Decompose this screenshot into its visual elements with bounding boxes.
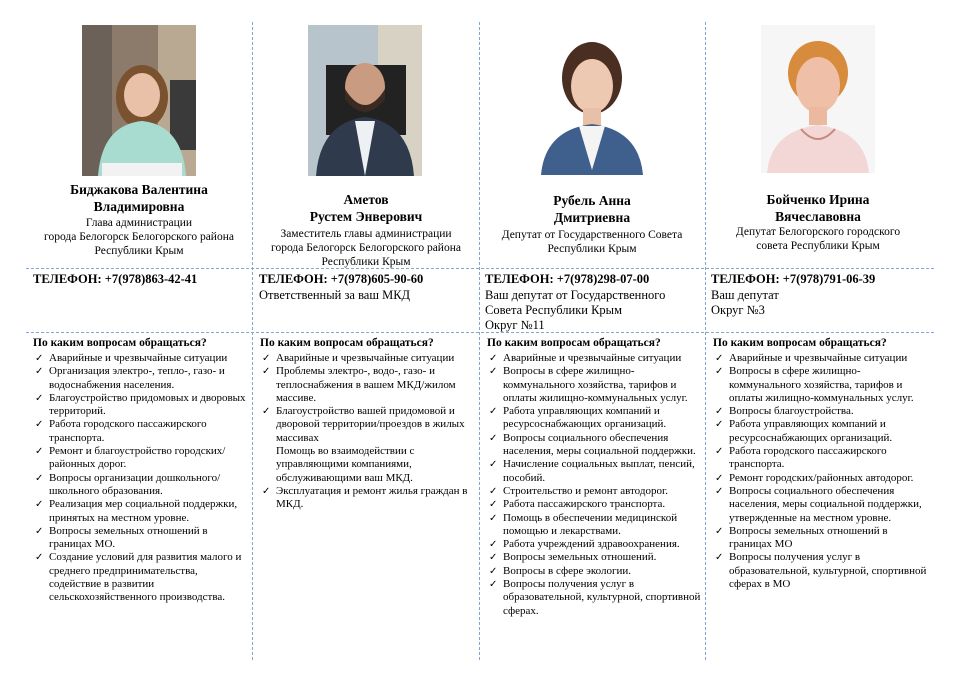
column-divider	[252, 22, 253, 660]
list-item: ✓ Вопросы в сфере экологии.	[489, 564, 632, 577]
person-name: Аметов Рустем Энверович	[309, 192, 423, 224]
portrait-photo	[535, 30, 649, 175]
checkmark-icon: ✓	[489, 406, 498, 418]
checkmark-icon: ✓	[489, 539, 498, 551]
questions-list	[487, 352, 701, 618]
checkmark-icon: ✓	[489, 565, 498, 577]
person-name: Бойченко Ирина Вячеславовна	[766, 192, 870, 224]
role-description: Ваш депутат от Государственного Совета Республики Крым Округ №11	[485, 288, 666, 332]
list-item: ✓ Работа городского пассажирского транспорта.	[35, 418, 207, 444]
checkmark-icon: ✓	[715, 446, 724, 458]
list-item: ✓ Работа управляющих компаний и ресурсоснабжающих организаций.	[489, 405, 667, 431]
person-position: Депутат от Государственного Совета Республики Крым	[501, 229, 683, 255]
list-item: ✓ Организация электро-, тепло-, газо- и водоснабжения населения.	[35, 365, 225, 391]
questions-list	[33, 352, 247, 605]
portrait-photo	[82, 25, 196, 176]
list-item: ✓ Аварийные и чрезвычайные ситуации	[489, 352, 682, 364]
phone-number[interactable]: ТЕЛЕФОН: +7(978)863-42-41	[33, 272, 198, 286]
questions-title: По каким вопросам обращаться?	[713, 337, 887, 349]
checkmark-icon: ✓	[35, 472, 44, 484]
list-item: ✓ Ремонт и благоустройство городских/районных дорог.	[35, 445, 226, 471]
checkmark-icon: ✓	[489, 579, 498, 591]
role-description: Ваш депутат Округ №3	[711, 288, 779, 317]
list-item: ✓ Вопросы организации дошкольного/школьного образования.	[35, 471, 221, 497]
checkmark-icon: ✓	[35, 366, 44, 378]
list-item: ✓ Аварийные и чрезвычайные ситуации	[715, 352, 908, 364]
checkmark-icon: ✓	[262, 366, 271, 378]
questions-list	[713, 352, 927, 591]
list-item: ✓ Вопросы земельных отношений в границах МО.	[35, 524, 208, 551]
checkmark-icon: ✓	[715, 472, 724, 484]
portrait-photo	[308, 25, 422, 176]
column-divider	[705, 22, 706, 660]
checkmark-icon: ✓	[489, 366, 498, 378]
list-item: ✓ Вопросы получения услуг в образовательной, культурной, спортивной сферах.	[489, 578, 701, 617]
person-name: Рубель Анна Дмитриевна	[553, 193, 631, 225]
list-item: ✓ Реализация мер социальной поддержки, принятых на местном уровне.	[35, 498, 238, 524]
phone-number[interactable]: ТЕЛЕФОН: +7(978)605-90-60	[259, 272, 424, 286]
list-item: ✓ Вопросы социального обеспечения населения, меры социальной поддержки.	[489, 431, 696, 458]
checkmark-icon: ✓	[715, 366, 724, 378]
person-position: Заместитель главы администрации города Белогорск Белогорского района Республики Крым	[271, 228, 461, 268]
list-item: ✓ Строительство и ремонт автодорог.	[489, 484, 668, 497]
phone-number[interactable]: ТЕЛЕФОН: +7(978)791-06-39	[711, 272, 876, 286]
list-item: ✓ Работа учреждений здравоохранения.	[489, 538, 680, 551]
person-position: Глава администрации города Белогорск Белогорского района Республики Крым	[44, 217, 234, 257]
checkmark-icon: ✓	[489, 552, 498, 564]
row-divider	[26, 332, 934, 333]
checkmark-icon: ✓	[715, 485, 724, 497]
checkmark-icon: ✓	[715, 552, 724, 564]
list-item: ✓ Работа пассажирского транспорта.	[489, 498, 666, 511]
checkmark-icon: ✓	[715, 525, 724, 537]
questions-title: По каким вопросам обращаться?	[33, 337, 207, 349]
role-description: Ответственный за ваш МКД	[259, 288, 411, 302]
list-item: ✓ Вопросы в сфере жилищно-коммунального хозяйства, тарифов и оплаты жилищно-коммунальных услуг.	[489, 365, 688, 404]
checkmark-icon: ✓	[35, 552, 44, 564]
list-item: ✓ Работа управляющих компаний и ресурсоснабжающих организаций.	[715, 418, 893, 444]
person-position: Депутат Белогорского городского совета Республики Крым	[735, 226, 901, 252]
questions-list	[260, 352, 474, 512]
list-item: ✓ Проблемы электро-, водо-, газо- и теплоснабжения в вашем МКД/жилом массиве.	[262, 365, 456, 404]
checkmark-icon: ✓	[35, 353, 44, 364]
list-item: ✓ Начисление социальных выплат, пенсий, пособий.	[489, 458, 695, 484]
list-item: ✓ Ремонт городских/районных автодорог.	[715, 471, 914, 484]
list-item: ✓ Вопросы в сфере жилищно-коммунального хозяйства, тарифов и оплаты жилищно-коммунальных услуг.	[715, 365, 914, 404]
checkmark-icon: ✓	[262, 353, 271, 364]
list-item: ✓ Вопросы получения услуг в образовательной, культурной, спортивной сферах в МО	[715, 551, 927, 591]
list-item: ✓ Благоустройство придомовых и дворовых территорий.	[35, 391, 246, 418]
checkmark-icon: ✓	[489, 512, 498, 524]
list-item: ✓ Помощь в обеспечении медицинской помощью и лекарствами.	[489, 511, 678, 537]
column-divider	[479, 22, 480, 660]
list-item: ✓ Аварийные и чрезвычайные ситуации	[35, 352, 228, 364]
portrait-photo	[761, 25, 875, 173]
checkmark-icon: ✓	[262, 406, 271, 418]
checkmark-icon: ✓	[35, 419, 44, 431]
list-item: ✓ Аварийные и чрезвычайные ситуации	[262, 352, 455, 364]
list-item: ✓ Вопросы земельных отношений.	[489, 551, 657, 564]
checkmark-icon: ✓	[715, 406, 724, 418]
row-divider	[26, 268, 934, 269]
list-item: ✓ Благоустройство вашей придомовой и дворовой территории/проездов в жилых массивах Помощь во взаимодействии с управляющими компаниями, обслуживающими ваш МКД.	[260, 405, 474, 485]
list-item: ✓ Создание условий для развития малого и среднего предпринимательства, содействие в развитии сельскохозяйственного производства.	[35, 551, 242, 604]
checkmark-icon: ✓	[35, 525, 44, 537]
checkmark-icon: ✓	[715, 419, 724, 431]
checkmark-icon: ✓	[715, 353, 724, 364]
questions-note: Помощь во взаимодействии с управляющими компаниями, обслуживающими ваш МКД.	[276, 445, 415, 484]
checkmark-icon: ✓	[489, 459, 498, 471]
questions-title: По каким вопросам обращаться?	[487, 337, 661, 349]
checkmark-icon: ✓	[35, 499, 44, 511]
checkmark-icon: ✓	[489, 353, 498, 364]
list-item: ✓ Работа городского пассажирского транспорта.	[715, 445, 887, 471]
checkmark-icon: ✓	[489, 499, 498, 511]
checkmark-icon: ✓	[489, 432, 498, 444]
list-item: ✓ Вопросы социального обеспечения населения, меры социальной поддержки, утвержденные на местном уровне.	[715, 484, 922, 524]
questions-title: По каким вопросам обращаться?	[260, 337, 434, 349]
phone-number[interactable]: ТЕЛЕФОН: +7(978)298-07-00	[485, 272, 650, 286]
list-item: ✓ Вопросы земельных отношений в границах МО	[715, 524, 888, 551]
person-name: Биджакова Валентина Владимировна	[70, 182, 208, 214]
checkmark-icon: ✓	[262, 485, 271, 497]
checkmark-icon: ✓	[489, 485, 498, 497]
checkmark-icon: ✓	[35, 446, 44, 458]
list-item: ✓ Эксплуатация и ремонт жилья граждан в МКД.	[262, 484, 468, 511]
checkmark-icon: ✓	[35, 392, 44, 404]
list-item: ✓ Вопросы благоустройства.	[715, 405, 854, 418]
